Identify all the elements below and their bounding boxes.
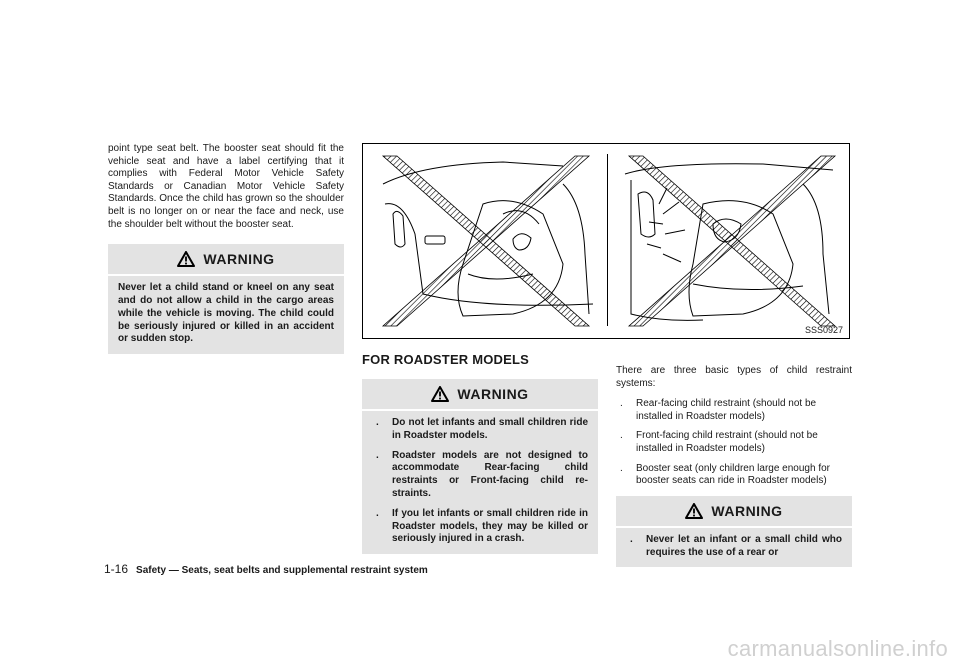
warning-title: WARNING [203, 251, 275, 268]
list-item [626, 534, 842, 560]
bullet-text: Do not let infants and small children ride in Roadster models. [392, 417, 588, 441]
roadster-warning-list [372, 417, 588, 546]
warning-title: WARNING [711, 502, 783, 519]
child-seat-illustration [363, 144, 849, 338]
figure-divider [607, 154, 608, 326]
infant-warning-list [626, 534, 842, 560]
bullet-text: Never let an infant or a small child who requires the use of a rear or [646, 533, 842, 558]
warning-header [616, 496, 852, 528]
watermark: carmanualsonline.info [727, 636, 948, 661]
booster-seat-paragraph: point type seat belt. The booster seat should fit the vehicle seat and have a label certifying that it complies with Federal Motor Vehicle Safety Standards or Canadian Motor Vehicle Safety Standards. Once the child has grown so the shoulder belt is no longer on or near the face and neck, use the shoulder belt without the booster seat. [108, 143, 344, 230]
restraint-types-list [616, 398, 852, 488]
section-title: FOR ROADSTER MODELS [362, 352, 530, 367]
warning-title: WARNING [457, 386, 529, 402]
bullet: . [376, 417, 379, 428]
page-footer [104, 562, 428, 576]
item-text: Rear-facing child restraint (should not be installed in Roadster models) [636, 398, 817, 422]
list-item [372, 417, 588, 443]
list-item [616, 463, 852, 488]
warning-triangle-icon [685, 503, 703, 519]
bullet: . [620, 462, 623, 474]
item-text: Booster seat (only children large enough for booster seats can ride in Roadster models) [636, 462, 831, 487]
bullet: . [630, 533, 633, 545]
warning-header [362, 379, 598, 411]
list-item [616, 430, 852, 455]
infant-warning-box [616, 496, 852, 568]
bullet: . [376, 507, 379, 519]
bullet: . [376, 449, 379, 461]
warning-text: Never let a child stand or kneel on any seat and do not allow a child in the cargo areas while the vehicle is moving. The child could be seriously injured or killed in an accident or sudden stop. [118, 282, 334, 345]
warning-triangle-icon [177, 251, 195, 267]
left-cross [383, 156, 589, 326]
bullet-text: Roadster models are not designed to accommodate Rear-facing child restraints or Front-facing child re-straints. [392, 449, 588, 499]
bullet: . [620, 430, 623, 442]
page-number: 1-16 [104, 562, 129, 576]
bullet: . [620, 398, 623, 410]
roadster-warning-box [362, 379, 598, 554]
item-text: Front-facing child restraint (should not be installed in Roadster models) [636, 430, 818, 454]
warning-header [108, 244, 344, 276]
figure-code: SSS0927 [804, 325, 843, 335]
list-item [372, 508, 588, 546]
restraint-types-intro: There are three basic types of child restraint systems: [616, 365, 852, 389]
list-item [616, 398, 852, 423]
left-column [108, 143, 344, 354]
chapter-title: Safety — Seats, seat belts and supplemental restraint system [136, 565, 428, 576]
right-column [616, 365, 852, 567]
illustration-figure [362, 143, 850, 339]
list-item [372, 450, 588, 501]
middle-column [362, 352, 598, 554]
right-cross [629, 156, 835, 326]
warning-box [108, 244, 344, 354]
bullet-text: If you let infants or small children ride in Roadster models, they may be killed or seriously injured in a crash. [392, 507, 588, 545]
warning-triangle-icon [431, 386, 449, 402]
